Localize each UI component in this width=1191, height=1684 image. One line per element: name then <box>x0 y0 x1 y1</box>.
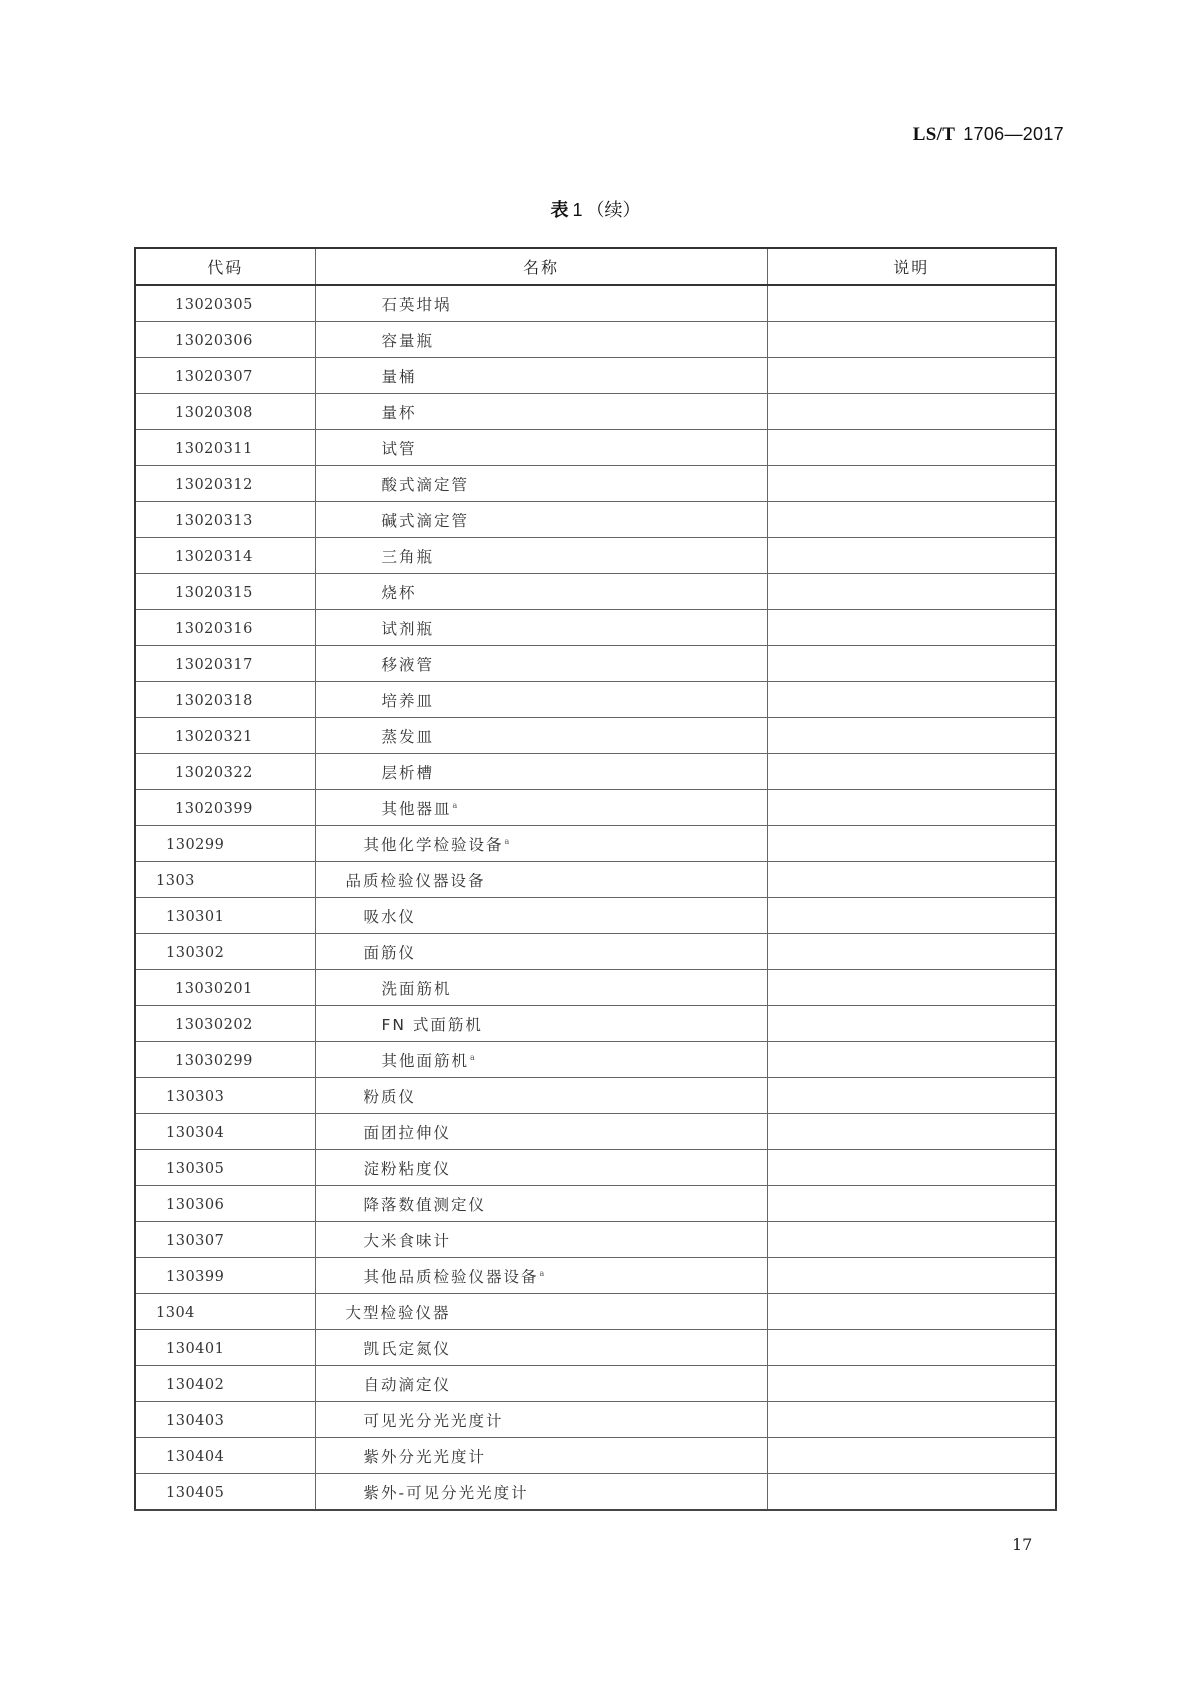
item-name: 面团拉伸仪 <box>363 1123 452 1142</box>
name-cell <box>315 1078 767 1114</box>
item-code: 13020313 <box>175 512 253 529</box>
table-row <box>135 1258 1056 1294</box>
note-cell <box>767 718 1056 754</box>
name-cell <box>315 1294 767 1330</box>
item-code: 130402 <box>166 1376 225 1393</box>
name-cell <box>315 862 767 898</box>
table-row <box>135 466 1056 502</box>
name-cell <box>315 1042 767 1078</box>
note-cell <box>767 1438 1056 1474</box>
column-header-note: 说明 <box>767 248 1056 285</box>
item-name: 淀粉粘度仪 <box>363 1159 452 1178</box>
item-code: 13020315 <box>175 584 253 601</box>
name-cell <box>315 538 767 574</box>
table-row <box>135 1222 1056 1258</box>
note-cell <box>767 610 1056 646</box>
item-code: 13030201 <box>175 980 253 997</box>
item-name: 紫外分光光度计 <box>363 1447 487 1466</box>
code-cell <box>135 1222 315 1258</box>
classification-table <box>134 247 1057 1511</box>
item-name: 大米食味计 <box>363 1231 452 1250</box>
item-name: 紫外-可见分光光度计 <box>363 1483 529 1502</box>
item-name: 容量瓶 <box>381 331 435 350</box>
item-name: 大型检验仪器 <box>345 1303 451 1322</box>
item-code: 1303 <box>156 872 195 889</box>
page-number: 17 <box>1012 1535 1033 1554</box>
table-row <box>135 1114 1056 1150</box>
table-row <box>135 610 1056 646</box>
item-code: 130301 <box>166 908 225 925</box>
table-row <box>135 646 1056 682</box>
footnote-marker: a <box>452 800 458 810</box>
code-cell <box>135 1150 315 1186</box>
table-row <box>135 682 1056 718</box>
note-cell <box>767 1222 1056 1258</box>
note-cell <box>767 862 1056 898</box>
note-cell <box>767 790 1056 826</box>
code-cell <box>135 754 315 790</box>
table-title-suffix: （续） <box>586 200 641 221</box>
code-cell <box>135 1402 315 1438</box>
note-cell <box>767 646 1056 682</box>
table-row <box>135 1078 1056 1114</box>
item-code: 130403 <box>166 1412 225 1429</box>
name-cell <box>315 1366 767 1402</box>
code-cell <box>135 1042 315 1078</box>
note-cell <box>767 1042 1056 1078</box>
name-cell <box>315 1114 767 1150</box>
name-cell <box>315 1330 767 1366</box>
item-name: 烧杯 <box>381 583 417 602</box>
item-code: 130401 <box>166 1340 225 1357</box>
table-row <box>135 754 1056 790</box>
item-name: 碱式滴定管 <box>381 511 470 530</box>
item-name: 试剂瓶 <box>381 619 435 638</box>
item-code: 13020318 <box>175 692 253 709</box>
table-row <box>135 1330 1056 1366</box>
note-cell <box>767 970 1056 1006</box>
name-cell <box>315 934 767 970</box>
name-cell <box>315 970 767 1006</box>
code-cell <box>135 430 315 466</box>
table-row <box>135 394 1056 430</box>
table-row <box>135 1042 1056 1078</box>
note-cell <box>767 826 1056 862</box>
name-cell <box>315 1258 767 1294</box>
note-cell <box>767 1294 1056 1330</box>
code-cell <box>135 1078 315 1114</box>
code-cell <box>135 1294 315 1330</box>
code-cell <box>135 466 315 502</box>
note-cell <box>767 754 1056 790</box>
note-cell <box>767 1078 1056 1114</box>
note-cell <box>767 1114 1056 1150</box>
table-row <box>135 1366 1056 1402</box>
name-cell <box>315 358 767 394</box>
code-cell <box>135 1366 315 1402</box>
name-cell <box>315 790 767 826</box>
footnote-marker: a <box>539 1268 545 1278</box>
footnote-marker: a <box>470 1052 475 1062</box>
item-code: 130303 <box>166 1088 225 1105</box>
item-name: 三角瓶 <box>381 547 435 566</box>
name-cell <box>315 718 767 754</box>
note-cell <box>767 934 1056 970</box>
item-code: 13020314 <box>175 548 253 565</box>
note-cell <box>767 574 1056 610</box>
name-cell <box>315 1474 767 1511</box>
table-row <box>135 1438 1056 1474</box>
table-row <box>135 1474 1056 1511</box>
code-cell <box>135 934 315 970</box>
code-cell <box>135 898 315 934</box>
code-cell <box>135 538 315 574</box>
name-cell <box>315 1150 767 1186</box>
table-row <box>135 358 1056 394</box>
item-code: 130305 <box>166 1160 225 1177</box>
item-code: 130307 <box>166 1232 225 1249</box>
standard-code <box>913 124 1064 146</box>
item-code: 13020305 <box>175 296 253 313</box>
item-name: 粉质仪 <box>363 1087 417 1106</box>
item-code: 13020317 <box>175 656 253 673</box>
item-code: 13020308 <box>175 404 253 421</box>
table-row <box>135 1150 1056 1186</box>
table-row <box>135 285 1056 322</box>
item-name: 其他面筋机 <box>381 1051 470 1070</box>
name-cell <box>315 826 767 862</box>
item-code: 13020306 <box>175 332 253 349</box>
item-code: 1304 <box>156 1304 195 1321</box>
item-name: 降落数值测定仪 <box>363 1195 487 1214</box>
table-row <box>135 934 1056 970</box>
standard-number: 1706—2017 <box>963 124 1064 144</box>
code-cell <box>135 790 315 826</box>
code-cell <box>135 574 315 610</box>
name-cell <box>315 1006 767 1042</box>
name-cell <box>315 285 767 322</box>
code-cell <box>135 1438 315 1474</box>
code-cell <box>135 610 315 646</box>
note-cell <box>767 1258 1056 1294</box>
name-cell <box>315 322 767 358</box>
item-name: 洗面筋机 <box>381 979 452 998</box>
code-cell <box>135 718 315 754</box>
item-name: 蒸发皿 <box>381 727 435 746</box>
table-row <box>135 790 1056 826</box>
item-name: 石英坩埚 <box>381 295 452 314</box>
item-name: 可见光分光光度计 <box>363 1411 504 1430</box>
code-cell <box>135 970 315 1006</box>
item-name: 自动滴定仪 <box>363 1375 452 1394</box>
item-name: 吸水仪 <box>363 907 417 926</box>
name-cell <box>315 430 767 466</box>
table-row <box>135 430 1056 466</box>
item-code: 13020307 <box>175 368 253 385</box>
name-cell <box>315 898 767 934</box>
item-code: 13020321 <box>175 728 253 745</box>
name-cell <box>315 646 767 682</box>
item-name: FN 式面筋机 <box>381 1015 483 1034</box>
item-code: 130302 <box>166 944 225 961</box>
code-cell <box>135 394 315 430</box>
item-name: 面筋仪 <box>363 943 417 962</box>
item-code: 13020312 <box>175 476 253 493</box>
name-cell <box>315 394 767 430</box>
name-cell <box>315 502 767 538</box>
note-cell <box>767 1330 1056 1366</box>
item-name: 其他品质检验仪器设备 <box>363 1267 539 1286</box>
note-cell <box>767 538 1056 574</box>
name-cell <box>315 1438 767 1474</box>
column-header-name: 名称 <box>315 248 767 285</box>
item-name: 移液管 <box>381 655 435 674</box>
table-row <box>135 862 1056 898</box>
note-cell <box>767 358 1056 394</box>
note-cell <box>767 1186 1056 1222</box>
name-cell <box>315 466 767 502</box>
note-cell <box>767 1474 1056 1511</box>
code-cell <box>135 502 315 538</box>
name-cell <box>315 610 767 646</box>
table-row <box>135 1402 1056 1438</box>
item-code: 13020316 <box>175 620 253 637</box>
note-cell <box>767 322 1056 358</box>
note-cell <box>767 466 1056 502</box>
name-cell <box>315 574 767 610</box>
table-row <box>135 574 1056 610</box>
table-body <box>135 285 1056 1510</box>
item-code: 130306 <box>166 1196 225 1213</box>
table-header-row <box>135 248 1056 285</box>
item-code: 13020322 <box>175 764 253 781</box>
code-cell <box>135 1474 315 1511</box>
note-cell <box>767 1150 1056 1186</box>
table-title <box>0 196 1191 222</box>
table-row <box>135 322 1056 358</box>
item-name: 层析槽 <box>381 763 435 782</box>
standard-prefix: LS/T <box>912 124 956 145</box>
item-name: 培养皿 <box>381 691 435 710</box>
table-title-label: 表 <box>550 200 569 221</box>
note-cell <box>767 898 1056 934</box>
item-code: 130304 <box>166 1124 225 1141</box>
table-row <box>135 718 1056 754</box>
note-cell <box>767 394 1056 430</box>
name-cell <box>315 682 767 718</box>
item-name: 酸式滴定管 <box>381 475 470 494</box>
table-row <box>135 826 1056 862</box>
code-cell <box>135 862 315 898</box>
table-row <box>135 1186 1056 1222</box>
code-cell <box>135 1186 315 1222</box>
table-row <box>135 538 1056 574</box>
note-cell <box>767 285 1056 322</box>
table-title-number: 1 <box>572 200 583 220</box>
note-cell <box>767 1366 1056 1402</box>
item-code: 13020311 <box>175 440 253 457</box>
item-name: 量杯 <box>381 403 417 422</box>
table-row <box>135 1294 1056 1330</box>
item-code: 130399 <box>166 1268 225 1285</box>
table-row <box>135 1006 1056 1042</box>
code-cell <box>135 682 315 718</box>
item-name: 品质检验仪器设备 <box>345 871 486 890</box>
code-cell <box>135 1114 315 1150</box>
item-code: 130299 <box>166 836 225 853</box>
column-header-code: 代码 <box>135 248 315 285</box>
table-row <box>135 970 1056 1006</box>
item-code: 130404 <box>166 1448 225 1465</box>
code-cell <box>135 358 315 394</box>
footnote-marker: a <box>504 836 510 846</box>
table-row <box>135 502 1056 538</box>
note-cell <box>767 430 1056 466</box>
note-cell <box>767 1402 1056 1438</box>
item-code: 13030202 <box>175 1016 253 1033</box>
name-cell <box>315 754 767 790</box>
item-name: 凯氏定氮仪 <box>363 1339 452 1358</box>
item-code: 130405 <box>166 1484 225 1501</box>
note-cell <box>767 682 1056 718</box>
code-cell <box>135 1330 315 1366</box>
code-cell <box>135 285 315 322</box>
note-cell <box>767 502 1056 538</box>
code-cell <box>135 1006 315 1042</box>
item-name: 其他化学检验设备 <box>363 835 504 854</box>
code-cell <box>135 1258 315 1294</box>
name-cell <box>315 1222 767 1258</box>
code-cell <box>135 322 315 358</box>
item-code: 13020399 <box>175 800 253 817</box>
table-row <box>135 898 1056 934</box>
code-cell <box>135 826 315 862</box>
item-name: 其他器皿 <box>381 799 452 818</box>
note-cell <box>767 1006 1056 1042</box>
code-cell <box>135 646 315 682</box>
name-cell <box>315 1402 767 1438</box>
item-code: 13030299 <box>175 1052 253 1069</box>
name-cell <box>315 1186 767 1222</box>
item-name: 量桶 <box>381 367 417 386</box>
item-name: 试管 <box>381 439 417 458</box>
